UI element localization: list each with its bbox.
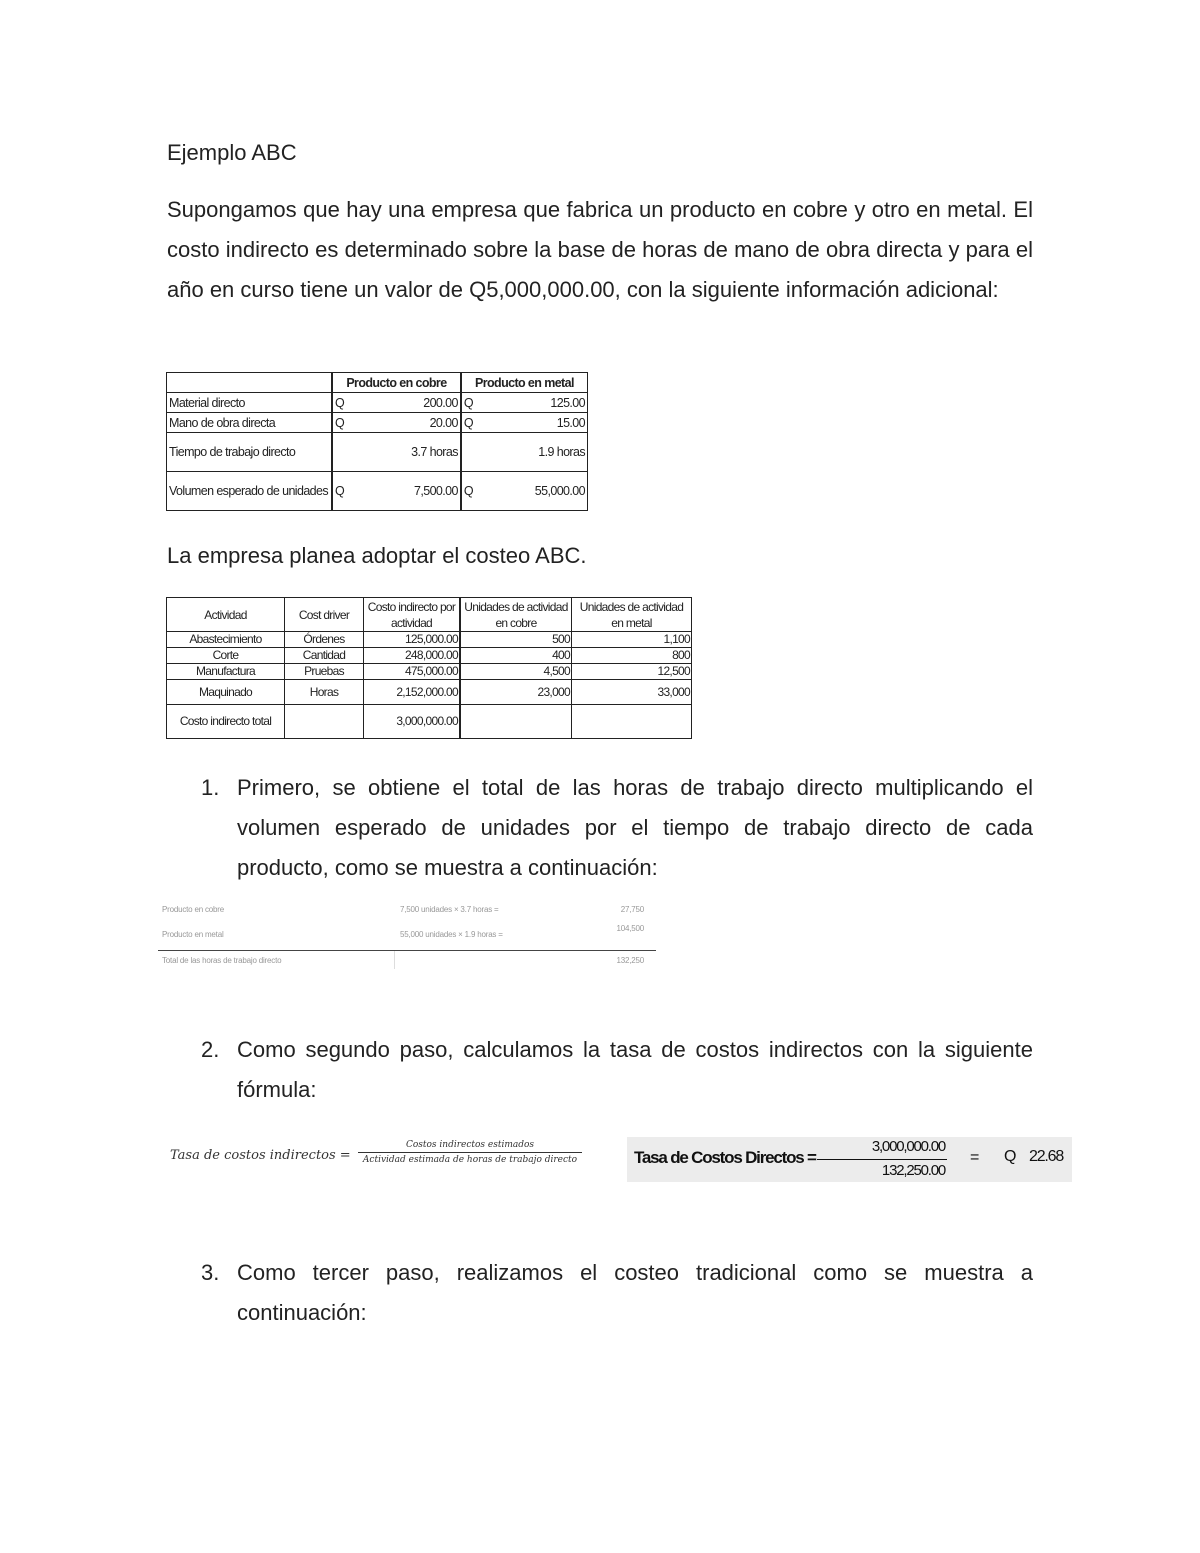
cost-cell: 2,152,000.00 [364,680,461,705]
table-header-row [167,598,692,632]
metal-units-cell: 33,000 [572,680,692,705]
calc-value: 104,500 [616,924,644,933]
rate-calculation [627,1137,1072,1182]
step-number: 1. [201,775,220,800]
table-row [167,472,588,511]
activity-cell: Manufactura [167,664,285,680]
value-cell: 7,500.00 [360,472,461,511]
table-header-cell [167,373,333,393]
row-label: Material directo [167,393,333,413]
copper-units-cell: 4,500 [460,664,572,680]
value-cell: 3.7 horas [360,433,461,472]
step-number: 3. [201,1260,220,1285]
table-header-cell: Producto en metal [461,373,588,393]
table-row [167,664,692,680]
currency-cell: Q [332,472,360,511]
table-row [167,433,588,472]
calc-label: Producto en cobre [162,905,224,914]
table-header-row [167,373,588,393]
currency-cell: Q [461,413,487,433]
driver-cell: Horas [285,680,364,705]
calc-total-value: 132,250 [616,956,644,965]
activity-cell: Abastecimiento [167,632,285,648]
currency-cell: Q [332,413,360,433]
metal-units-cell [572,705,692,739]
calc-value: 27,750 [620,905,644,914]
value-cell: 20.00 [360,413,461,433]
copper-units-cell [460,705,572,739]
formula-numerator: Costos indirectos estimados [405,1140,535,1150]
table-row [167,393,588,413]
currency-cell: Q [461,472,487,511]
table-row [167,632,692,648]
calc-total-label: Total de las horas de trabajo directo [162,956,282,965]
driver-cell: Cantidad [285,648,364,664]
value-cell: 125.00 [487,393,588,413]
row-label: Mano de obra directa [167,413,333,433]
rate-denominator: 132,250.00 [881,1162,945,1179]
copper-units-cell: 500 [460,632,572,648]
activity-cell: Corte [167,648,285,664]
step-text: Como tercer paso, realizamos el costeo tradicional como se muestra a continuación: [237,1260,1033,1325]
calc-expression: 7,500 unidades × 3.7 horas = [400,905,499,914]
step-number: 2. [201,1037,220,1062]
table-header-cell: Unidades de actividad en metal [572,598,692,632]
value-cell: 15.00 [487,413,588,433]
adopt-abc-paragraph: La empresa planea adoptar el costeo ABC. [167,543,587,568]
driver-cell: Órdenes [285,632,364,648]
table-header-cell: Actividad [167,598,285,632]
activity-cell: Maquinado [167,680,285,705]
currency-cell [461,433,487,472]
formula-denominator: Actividad estimada de horas de trabajo directo [362,1155,578,1165]
step-text: Como segundo paso, calculamos la tasa de costos indirectos con la siguiente fórmula: [237,1037,1033,1102]
formula-fraction [358,1140,582,1165]
table-header-cell: Cost driver [285,598,364,632]
equals-sign: = [970,1149,979,1166]
currency-cell [332,433,360,472]
value-cell: 200.00 [360,393,461,413]
fraction-bar [817,1159,947,1160]
calc-expression: 55,000 unidades × 1.9 horas = [400,930,503,939]
table-row [167,648,692,664]
direct-hours-calculation [158,900,658,970]
cost-cell: 125,000.00 [364,632,461,648]
metal-units-cell: 12,500 [572,664,692,680]
rate-value: 22.68 [1029,1148,1064,1165]
divider [394,951,395,969]
calc-label: Producto en metal [162,930,224,939]
driver-cell: Pruebas [285,664,364,680]
cost-cell: 248,000.00 [364,648,461,664]
value-cell: 1.9 horas [487,433,588,472]
table-header-cell: Producto en cobre [332,373,461,393]
table-row [167,680,692,705]
rate-label: Tasa de Costos Directos = [634,1148,816,1167]
formula-lhs: Tasa de costos indirectos = [170,1148,351,1163]
metal-units-cell: 800 [572,648,692,664]
table-row [167,705,692,739]
activity-cell: Costo indirecto total [167,705,285,739]
document-title: Ejemplo ABC [167,140,297,165]
currency-symbol: Q [1004,1148,1016,1165]
currency-cell: Q [461,393,487,413]
copper-units-cell: 23,000 [460,680,572,705]
activity-table [166,597,692,739]
table-row [167,413,588,433]
cost-cell: 475,000.00 [364,664,461,680]
driver-cell [285,705,364,739]
rate-fraction [817,1138,947,1179]
divider [158,950,656,951]
rate-numerator: 3,000,000.00 [871,1138,945,1155]
table-header-cell: Costo indirecto por actividad [364,598,461,632]
row-label: Tiempo de trabajo directo [167,433,333,472]
product-info-table [166,372,588,511]
table-header-cell: Unidades de actividad en cobre [460,598,572,632]
currency-cell: Q [332,393,360,413]
value-cell: 55,000.00 [487,472,588,511]
row-label: Volumen esperado de unidades [167,472,333,511]
cost-cell: 3,000,000.00 [364,705,461,739]
copper-units-cell: 400 [460,648,572,664]
intro-paragraph: Supongamos que hay una empresa que fabrica un producto en cobre y otro en metal. El costo indirecto es determinado sobre la base de horas de mano de obra directa y para el año en curso tiene un valor de Q5,000,000.00, con la siguiente información adicional: [167,197,1033,302]
metal-units-cell: 1,100 [572,632,692,648]
step-text: Primero, se obtiene el total de las horas de trabajo directo multiplicando el volumen esperado de unidades por el tiempo de trabajo directo de cada producto, como se muestra a continuación: [237,775,1033,880]
